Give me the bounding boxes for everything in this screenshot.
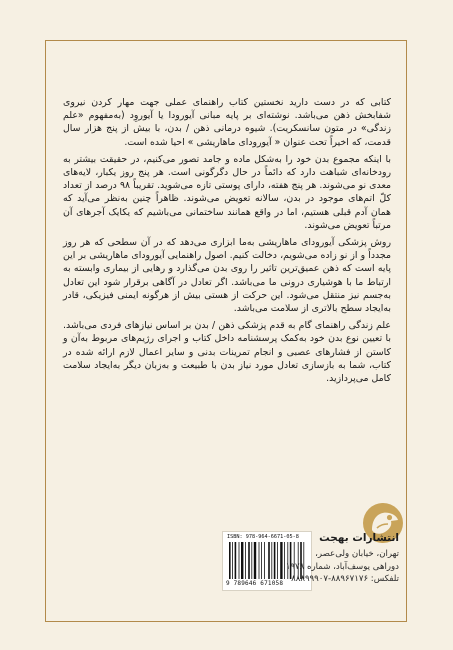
blurb-text (63, 96, 391, 389)
barcode-digits: 9 789646 671058 (226, 580, 284, 587)
publisher-name: انتشارات بهجت (319, 532, 399, 544)
blurb-paragraph-3: روش پزشکی آیورودای ماهاریشی به‌ما ابزاری می‌دهد که در آن سطحی که هر روز مجدداً و از نو زاده می‌شویم، دخالت کنیم. اصول راهنمایی آیورودای ماهاریشی بر این پایه است که ذهن عمیق‌ترین تاثیر را روی بدن می‌گذارد و رهایی از بیماری وابسته به ارتباط ما با هوشیاری درونی ما می‌باشد. اگر تعادل در آگاهی برقرار شود این تعادل به‌جسم نیز منتقل می‌شود. این حرکت از هستی بیش از هرگونه ایمنی فیزیکی، قادر به‌ایجاد سطح بالاتری از سلامت می‌باشد. (63, 237, 391, 315)
isbn-label: ISBN: 978-964-6671-05-8 (227, 534, 299, 540)
publisher-address-line: تهران، خیابان ولی‌عصر، (315, 549, 399, 559)
blurb-paragraph-2: با اینکه مجموع بدن خود را به‌شکل ماده و جامد تصور می‌کنیم، در حقیقت بیشتر به رودخانه‌ای شباهت دارد که دائماً در حال دگرگونی است. هر پنج روز یکبار، لایه‌های معدی نو می‌شوند. هر پنج هفته، دارای پوستی تازه می‌شوید. تقریباً ۹۸ درصد از تعداد کلّ اتم‌های موجود در بدن، سالانه تعویض می‌شوند. ظاهراً چنین به‌نظر می‌آید که همان آدم قبلی هستیم، اما در واقع همانند ساختمانی می‌باشیم که یکایک آجرهای آن مرتباً تعویض می‌شوند. (63, 153, 391, 231)
blurb-paragraph-4: علم زندگی راهنمای گام به قدم پزشکی ذهن / بدن بر اساس نیازهای فردی می‌باشد. با تعیین نوع بدن خود به‌کمک پرسشنامه داخل کتاب و اجرای رژیم‌های مربوط به‌آن و کاستن از فشارهای عصبی و انجام تمرینات بدنی و سایر اعمال لازم ارائه شده در کتاب، شما به بازسازی تعادل مورد نیاز بدن با طبیعت و به‌زبان دیگر به‌ایجاد سلامت کامل می‌پردازید. (63, 320, 391, 385)
publisher-phone: تلفکس: ۸۸۹۶۷۱۷۶-۸۸۸۹۹۹۰۷ (291, 574, 399, 585)
publisher-address-line: دوراهی یوسف‌آباد، شماره ۱۹۷۸ (285, 561, 399, 572)
blurb-paragraph-1: کتابی که در دست دارید نخستین کتاب راهنمای عملی جهت مهار کردن نیروی شفابخش ذهن می‌باشد. نوشته‌ای بر پایه مبانی آیورودا یا آیوروِد (به‌مفهوم «علم زندگی» در متون سانسکریت). شیوه درمانی ذهن / بدن، با بیش از پنج هزار سال قدمت، که اخیراً تحت عنوان « آیورودای ماهاریشی » احیا شده است. (63, 97, 391, 148)
publisher-info (286, 532, 399, 586)
